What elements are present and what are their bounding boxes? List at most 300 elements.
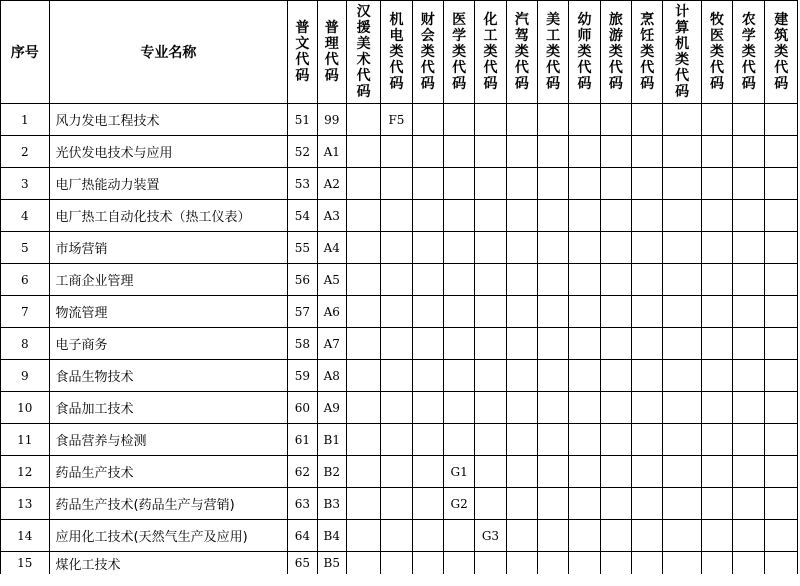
- cell-qijia: [506, 456, 537, 488]
- cell-puli: B2: [317, 456, 346, 488]
- cell-puli: B5: [317, 552, 346, 575]
- column-header-meigong: [537, 1, 568, 104]
- cell-huagong: [475, 456, 506, 488]
- cell-nongxue: [733, 200, 765, 232]
- column-header-label: 普 文 代 码: [295, 20, 310, 84]
- cell-caikuai: [412, 520, 443, 552]
- cell-puli: A9: [317, 392, 346, 424]
- column-header-label: 财 会 类 代 码: [420, 12, 435, 92]
- cell-name: 药品生产技术: [49, 456, 288, 488]
- cell-meigong: [537, 296, 568, 328]
- cell-lvyou: [600, 392, 631, 424]
- cell-puwen: 51: [288, 104, 317, 136]
- cell-huagong: [475, 232, 506, 264]
- cell-qijia: [506, 488, 537, 520]
- cell-puli: A6: [317, 296, 346, 328]
- cell-hanyuan: [346, 200, 380, 232]
- cell-idx: 2: [1, 136, 50, 168]
- cell-jianzhu: [765, 104, 798, 136]
- cell-youshi: [569, 552, 600, 575]
- column-header-pengren: [632, 1, 663, 104]
- cell-yixue: [443, 552, 474, 575]
- cell-lvyou: [600, 264, 631, 296]
- cell-jisuanji: [663, 520, 701, 552]
- cell-nongxue: [733, 488, 765, 520]
- cell-youshi: [569, 520, 600, 552]
- table-row: [1, 104, 798, 136]
- cell-puli: A1: [317, 136, 346, 168]
- column-header-label: 旅 游 类 代 码: [608, 12, 623, 92]
- cell-jidian: F5: [381, 104, 412, 136]
- cell-caikuai: [412, 232, 443, 264]
- cell-name: 电厂热能动力装置: [49, 168, 288, 200]
- cell-lvyou: [600, 520, 631, 552]
- cell-yixue: G1: [443, 456, 474, 488]
- cell-lvyou: [600, 296, 631, 328]
- cell-name: 电子商务: [49, 328, 288, 360]
- cell-pengren: [632, 296, 663, 328]
- cell-name: 物流管理: [49, 296, 288, 328]
- cell-name: 煤化工技术: [49, 552, 288, 575]
- cell-meigong: [537, 360, 568, 392]
- column-header-label: 农 学 类 代 码: [741, 12, 756, 92]
- cell-idx: 7: [1, 296, 50, 328]
- cell-qijia: [506, 424, 537, 456]
- cell-qijia: [506, 200, 537, 232]
- cell-qijia: [506, 168, 537, 200]
- cell-puli: A8: [317, 360, 346, 392]
- cell-muyi: [701, 264, 732, 296]
- table-body: [1, 104, 798, 575]
- cell-idx: 5: [1, 232, 50, 264]
- cell-jisuanji: [663, 232, 701, 264]
- cell-caikuai: [412, 360, 443, 392]
- cell-puwen: 65: [288, 552, 317, 575]
- cell-meigong: [537, 264, 568, 296]
- cell-youshi: [569, 360, 600, 392]
- cell-caikuai: [412, 104, 443, 136]
- column-header-label: 烹 饪 类 代 码: [640, 12, 655, 92]
- cell-nongxue: [733, 520, 765, 552]
- cell-yixue: [443, 168, 474, 200]
- cell-puwen: 58: [288, 328, 317, 360]
- cell-qijia: [506, 328, 537, 360]
- cell-lvyou: [600, 104, 631, 136]
- cell-lvyou: [600, 424, 631, 456]
- column-header-puwen: [288, 1, 317, 104]
- cell-jisuanji: [663, 424, 701, 456]
- cell-huagong: [475, 264, 506, 296]
- column-header-label: 序号: [10, 45, 39, 61]
- cell-caikuai: [412, 168, 443, 200]
- cell-puwen: 57: [288, 296, 317, 328]
- cell-nongxue: [733, 168, 765, 200]
- cell-jidian: [381, 136, 412, 168]
- cell-caikuai: [412, 424, 443, 456]
- cell-muyi: [701, 104, 732, 136]
- cell-yixue: [443, 520, 474, 552]
- column-header-yixue: [443, 1, 474, 104]
- cell-jidian: [381, 296, 412, 328]
- cell-huagong: G3: [475, 520, 506, 552]
- table-row: [1, 200, 798, 232]
- cell-idx: 3: [1, 168, 50, 200]
- cell-yixue: G2: [443, 488, 474, 520]
- cell-jisuanji: [663, 104, 701, 136]
- cell-hanyuan: [346, 264, 380, 296]
- cell-nongxue: [733, 360, 765, 392]
- cell-muyi: [701, 520, 732, 552]
- cell-idx: 10: [1, 392, 50, 424]
- cell-idx: 8: [1, 328, 50, 360]
- cell-hanyuan: [346, 104, 380, 136]
- cell-name: 食品加工技术: [49, 392, 288, 424]
- cell-idx: 13: [1, 488, 50, 520]
- cell-caikuai: [412, 296, 443, 328]
- cell-nongxue: [733, 424, 765, 456]
- cell-jianzhu: [765, 360, 798, 392]
- cell-muyi: [701, 136, 732, 168]
- cell-jianzhu: [765, 424, 798, 456]
- cell-nongxue: [733, 552, 765, 575]
- column-header-puli: [317, 1, 346, 104]
- cell-qijia: [506, 136, 537, 168]
- cell-lvyou: [600, 328, 631, 360]
- cell-jidian: [381, 552, 412, 575]
- cell-caikuai: [412, 136, 443, 168]
- column-header-jianzhu: [765, 1, 798, 104]
- cell-jidian: [381, 456, 412, 488]
- cell-caikuai: [412, 456, 443, 488]
- cell-jianzhu: [765, 264, 798, 296]
- column-header-label: 计 算 机 类 代 码: [675, 4, 690, 100]
- cell-youshi: [569, 264, 600, 296]
- cell-idx: 15: [1, 552, 50, 575]
- cell-yixue: [443, 136, 474, 168]
- cell-meigong: [537, 136, 568, 168]
- cell-huagong: [475, 360, 506, 392]
- cell-huagong: [475, 296, 506, 328]
- cell-idx: 14: [1, 520, 50, 552]
- cell-jianzhu: [765, 296, 798, 328]
- column-header-qijia: [506, 1, 537, 104]
- cell-pengren: [632, 552, 663, 575]
- cell-nongxue: [733, 392, 765, 424]
- cell-nongxue: [733, 104, 765, 136]
- cell-youshi: [569, 104, 600, 136]
- cell-pengren: [632, 360, 663, 392]
- column-header-label: 普 理 代 码: [324, 20, 339, 84]
- cell-muyi: [701, 232, 732, 264]
- cell-pengren: [632, 104, 663, 136]
- cell-jianzhu: [765, 168, 798, 200]
- cell-puwen: 64: [288, 520, 317, 552]
- cell-caikuai: [412, 264, 443, 296]
- cell-puwen: 52: [288, 136, 317, 168]
- cell-jisuanji: [663, 456, 701, 488]
- cell-meigong: [537, 104, 568, 136]
- cell-meigong: [537, 424, 568, 456]
- table-row: [1, 424, 798, 456]
- cell-qijia: [506, 360, 537, 392]
- cell-lvyou: [600, 552, 631, 575]
- cell-name: 药品生产技术(药品生产与营销): [49, 488, 288, 520]
- cell-puwen: 53: [288, 168, 317, 200]
- column-header-label: 牧 医 类 代 码: [709, 12, 724, 92]
- cell-qijia: [506, 232, 537, 264]
- cell-hanyuan: [346, 360, 380, 392]
- cell-nongxue: [733, 296, 765, 328]
- cell-puli: B3: [317, 488, 346, 520]
- cell-qijia: [506, 104, 537, 136]
- cell-meigong: [537, 168, 568, 200]
- cell-huagong: [475, 392, 506, 424]
- cell-nongxue: [733, 328, 765, 360]
- cell-puwen: 56: [288, 264, 317, 296]
- column-header-label: 化 工 类 代 码: [483, 12, 498, 92]
- cell-puwen: 54: [288, 200, 317, 232]
- cell-yixue: [443, 200, 474, 232]
- cell-name: 应用化工技术(天然气生产及应用): [49, 520, 288, 552]
- cell-hanyuan: [346, 520, 380, 552]
- table-row: [1, 552, 798, 575]
- cell-pengren: [632, 520, 663, 552]
- cell-jisuanji: [663, 200, 701, 232]
- column-header-label: 专业名称: [140, 45, 197, 61]
- cell-jidian: [381, 168, 412, 200]
- cell-youshi: [569, 456, 600, 488]
- cell-huagong: [475, 328, 506, 360]
- cell-jisuanji: [663, 360, 701, 392]
- cell-muyi: [701, 168, 732, 200]
- cell-jianzhu: [765, 136, 798, 168]
- table-row: [1, 232, 798, 264]
- cell-qijia: [506, 296, 537, 328]
- cell-yixue: [443, 104, 474, 136]
- cell-idx: 11: [1, 424, 50, 456]
- cell-jisuanji: [663, 136, 701, 168]
- cell-meigong: [537, 200, 568, 232]
- cell-lvyou: [600, 232, 631, 264]
- cell-pengren: [632, 392, 663, 424]
- cell-nongxue: [733, 136, 765, 168]
- cell-idx: 6: [1, 264, 50, 296]
- cell-youshi: [569, 424, 600, 456]
- column-header-lvyou: [600, 1, 631, 104]
- cell-jianzhu: [765, 392, 798, 424]
- cell-jianzhu: [765, 520, 798, 552]
- cell-muyi: [701, 392, 732, 424]
- column-header-jisuanji: [663, 1, 701, 104]
- cell-jisuanji: [663, 488, 701, 520]
- cell-yixue: [443, 328, 474, 360]
- cell-muyi: [701, 296, 732, 328]
- column-header-youshi: [569, 1, 600, 104]
- cell-caikuai: [412, 392, 443, 424]
- cell-puli: B4: [317, 520, 346, 552]
- cell-puli: A5: [317, 264, 346, 296]
- cell-pengren: [632, 200, 663, 232]
- column-header-label: 美 工 类 代 码: [546, 12, 561, 92]
- cell-puli: A4: [317, 232, 346, 264]
- cell-hanyuan: [346, 232, 380, 264]
- cell-puwen: 55: [288, 232, 317, 264]
- cell-hanyuan: [346, 392, 380, 424]
- cell-jisuanji: [663, 168, 701, 200]
- cell-idx: 9: [1, 360, 50, 392]
- cell-jianzhu: [765, 456, 798, 488]
- column-header-muyi: [701, 1, 732, 104]
- cell-jidian: [381, 392, 412, 424]
- cell-lvyou: [600, 456, 631, 488]
- cell-yixue: [443, 296, 474, 328]
- column-header-label: 建 筑 类 代 码: [774, 12, 789, 92]
- cell-jidian: [381, 488, 412, 520]
- cell-hanyuan: [346, 456, 380, 488]
- column-header-label: 医 学 类 代 码: [452, 12, 467, 92]
- cell-muyi: [701, 552, 732, 575]
- cell-yixue: [443, 392, 474, 424]
- cell-jisuanji: [663, 552, 701, 575]
- cell-qijia: [506, 264, 537, 296]
- cell-jidian: [381, 200, 412, 232]
- cell-jianzhu: [765, 200, 798, 232]
- table-row: [1, 456, 798, 488]
- cell-meigong: [537, 456, 568, 488]
- cell-muyi: [701, 200, 732, 232]
- cell-meigong: [537, 328, 568, 360]
- cell-pengren: [632, 456, 663, 488]
- cell-name: 食品营养与检测: [49, 424, 288, 456]
- cell-jidian: [381, 360, 412, 392]
- cell-puli: A3: [317, 200, 346, 232]
- cell-muyi: [701, 456, 732, 488]
- cell-youshi: [569, 232, 600, 264]
- cell-pengren: [632, 424, 663, 456]
- cell-caikuai: [412, 488, 443, 520]
- cell-caikuai: [412, 552, 443, 575]
- cell-huagong: [475, 136, 506, 168]
- cell-qijia: [506, 520, 537, 552]
- column-header-label: 汽 驾 类 代 码: [514, 12, 529, 92]
- cell-puwen: 60: [288, 392, 317, 424]
- cell-hanyuan: [346, 136, 380, 168]
- cell-meigong: [537, 520, 568, 552]
- column-header-huagong: [475, 1, 506, 104]
- cell-lvyou: [600, 168, 631, 200]
- table-row: [1, 392, 798, 424]
- cell-youshi: [569, 328, 600, 360]
- cell-muyi: [701, 488, 732, 520]
- cell-jisuanji: [663, 296, 701, 328]
- cell-jianzhu: [765, 328, 798, 360]
- cell-huagong: [475, 424, 506, 456]
- cell-name: 工商企业管理: [49, 264, 288, 296]
- column-header-jidian: [381, 1, 412, 104]
- table-row: [1, 136, 798, 168]
- cell-hanyuan: [346, 168, 380, 200]
- table-row: [1, 328, 798, 360]
- cell-hanyuan: [346, 552, 380, 575]
- column-header-nongxue: [733, 1, 765, 104]
- cell-lvyou: [600, 136, 631, 168]
- cell-youshi: [569, 488, 600, 520]
- cell-meigong: [537, 392, 568, 424]
- cell-jianzhu: [765, 488, 798, 520]
- cell-pengren: [632, 168, 663, 200]
- cell-meigong: [537, 552, 568, 575]
- column-header-hanyuan: [346, 1, 380, 104]
- cell-pengren: [632, 488, 663, 520]
- cell-hanyuan: [346, 328, 380, 360]
- column-header-idx: [1, 1, 50, 104]
- cell-puwen: 62: [288, 456, 317, 488]
- cell-lvyou: [600, 488, 631, 520]
- cell-jidian: [381, 232, 412, 264]
- cell-hanyuan: [346, 296, 380, 328]
- cell-jisuanji: [663, 392, 701, 424]
- cell-muyi: [701, 328, 732, 360]
- cell-yixue: [443, 232, 474, 264]
- column-header-caikuai: [412, 1, 443, 104]
- table-row: [1, 360, 798, 392]
- cell-jidian: [381, 328, 412, 360]
- cell-jianzhu: [765, 232, 798, 264]
- cell-name: 市场营销: [49, 232, 288, 264]
- cell-huagong: [475, 200, 506, 232]
- cell-name: 食品生物技术: [49, 360, 288, 392]
- cell-nongxue: [733, 264, 765, 296]
- cell-jidian: [381, 520, 412, 552]
- table-row: [1, 488, 798, 520]
- cell-idx: 4: [1, 200, 50, 232]
- cell-muyi: [701, 360, 732, 392]
- cell-yixue: [443, 360, 474, 392]
- cell-hanyuan: [346, 424, 380, 456]
- cell-idx: 12: [1, 456, 50, 488]
- cell-youshi: [569, 136, 600, 168]
- cell-qijia: [506, 392, 537, 424]
- cell-puwen: 61: [288, 424, 317, 456]
- cell-nongxue: [733, 456, 765, 488]
- cell-puwen: 63: [288, 488, 317, 520]
- cell-name: 电厂热工自动化技术（热工仪表）: [49, 200, 288, 232]
- cell-youshi: [569, 168, 600, 200]
- cell-jidian: [381, 424, 412, 456]
- cell-pengren: [632, 328, 663, 360]
- cell-youshi: [569, 392, 600, 424]
- cell-qijia: [506, 552, 537, 575]
- cell-lvyou: [600, 360, 631, 392]
- cell-jisuanji: [663, 328, 701, 360]
- cell-huagong: [475, 552, 506, 575]
- table-row: [1, 168, 798, 200]
- cell-name: 光伏发电技术与应用: [49, 136, 288, 168]
- cell-caikuai: [412, 328, 443, 360]
- column-header-name: [49, 1, 288, 104]
- cell-puli: A2: [317, 168, 346, 200]
- cell-jisuanji: [663, 264, 701, 296]
- cell-pengren: [632, 264, 663, 296]
- cell-puli: 99: [317, 104, 346, 136]
- cell-huagong: [475, 488, 506, 520]
- cell-yixue: [443, 264, 474, 296]
- table-row: [1, 264, 798, 296]
- table-row: [1, 296, 798, 328]
- cell-jidian: [381, 264, 412, 296]
- cell-huagong: [475, 104, 506, 136]
- cell-hanyuan: [346, 488, 380, 520]
